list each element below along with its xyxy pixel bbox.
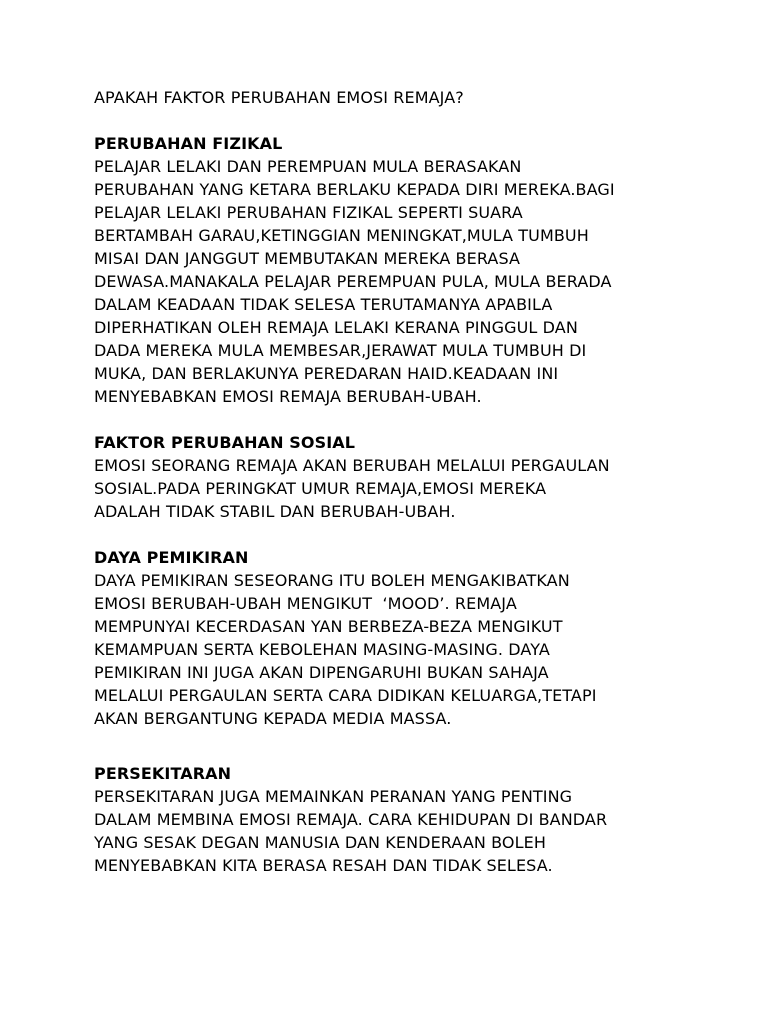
section-heading: DAYA PEMIKIRAN (94, 548, 249, 567)
paragraph-line: DALAM MEMBINA EMOSI REMAJA. CARA KEHIDUPAN DI BANDAR (94, 810, 608, 829)
paragraph-line: MEMPUNYAI KECERDASAN YAN BERBEZA-BEZA MENGIKUT (94, 617, 563, 636)
section-heading: FAKTOR PERUBAHAN SOSIAL (94, 433, 356, 452)
paragraph-line: DEWASA.MANAKALA PELAJAR PEREMPUAN PULA, MULA BERADA (94, 272, 612, 291)
spacer (94, 730, 714, 762)
paragraph-line: MENYEBABKAN EMOSI REMAJA BERUBAH-UBAH. (94, 387, 482, 406)
paragraph-line: MISAI DAN JANGGUT MEMBUTAKAN MEREKA BERASA (94, 249, 521, 268)
section-persekitaran (94, 762, 714, 877)
section-heading: PERUBAHAN FIZIKAL (94, 134, 283, 153)
paragraph-line: PEMIKIRAN INI JUGA AKAN DIPENGARUHI BUKAN SAHAJA (94, 663, 549, 682)
paragraph-line: PELAJAR LELAKI DAN PEREMPUAN MULA BERASAKAN (94, 157, 522, 176)
section-heading: PERSEKITARAN (94, 764, 232, 783)
paragraph-line: YANG SESAK DEGAN MANUSIA DAN KENDERAAN BOLEH (94, 833, 546, 852)
section-daya-pemikiran (94, 546, 714, 730)
paragraph-line: KEMAMPUAN SERTA KEBOLEHAN MASING-MASING. DAYA (94, 640, 550, 659)
section-perubahan-fizikal (94, 132, 714, 408)
section-faktor-perubahan-sosial (94, 431, 714, 523)
paragraph-line: DALAM KEADAAN TIDAK SELESA TERUTAMANYA APABILA (94, 295, 553, 314)
paragraph-line: ADALAH TIDAK STABIL DAN BERUBAH-UBAH. (94, 502, 456, 521)
spacer (94, 109, 714, 132)
paragraph-line: DAYA PEMIKIRAN SESEORANG ITU BOLEH MENGAKIBATKAN (94, 571, 570, 590)
paragraph-line: PERUBAHAN YANG KETARA BERLAKU KEPADA DIRI MEREKA.BAGI (94, 180, 615, 199)
paragraph-line: PERSEKITARAN JUGA MEMAINKAN PERANAN YANG PENTING (94, 787, 573, 806)
paragraph-line: MENYEBABKAN KITA BERASA RESAH DAN TIDAK SELESA. (94, 856, 553, 875)
paragraph-line: AKAN BERGANTUNG KEPADA MEDIA MASSA. (94, 709, 452, 728)
document-body (94, 86, 714, 877)
paragraph-line: DADA MEREKA MULA MEMBESAR,JERAWAT MULA TUMBUH DI (94, 341, 587, 360)
document-title: APAKAH FAKTOR PERUBAHAN EMOSI REMAJA? (94, 88, 464, 107)
paragraph-line: PELAJAR LELAKI PERUBAHAN FIZIKAL SEPERTI SUARA (94, 203, 523, 222)
paragraph-line: SOSIAL.PADA PERINGKAT UMUR REMAJA,EMOSI MEREKA (94, 479, 547, 498)
paragraph-line: MELALUI PERGAULAN SERTA CARA DIDIKAN KELUARGA,TETAPI (94, 686, 597, 705)
paragraph-line: MUKA, DAN BERLAKUNYA PEREDARAN HAID.KEADAAN INI (94, 364, 559, 383)
paragraph-line: BERTAMBAH GARAU,KETINGGIAN MENINGKAT,MULA TUMBUH (94, 226, 589, 245)
spacer (94, 408, 714, 431)
paragraph-line: DIPERHATIKAN OLEH REMAJA LELAKI KERANA PINGGUL DAN (94, 318, 578, 337)
spacer (94, 523, 714, 546)
paragraph-line: EMOSI SEORANG REMAJA AKAN BERUBAH MELALUI PERGAULAN (94, 456, 610, 475)
paragraph-line: EMOSI BERUBAH-UBAH MENGIKUT ‘MOOD’. REMAJA (94, 594, 517, 613)
